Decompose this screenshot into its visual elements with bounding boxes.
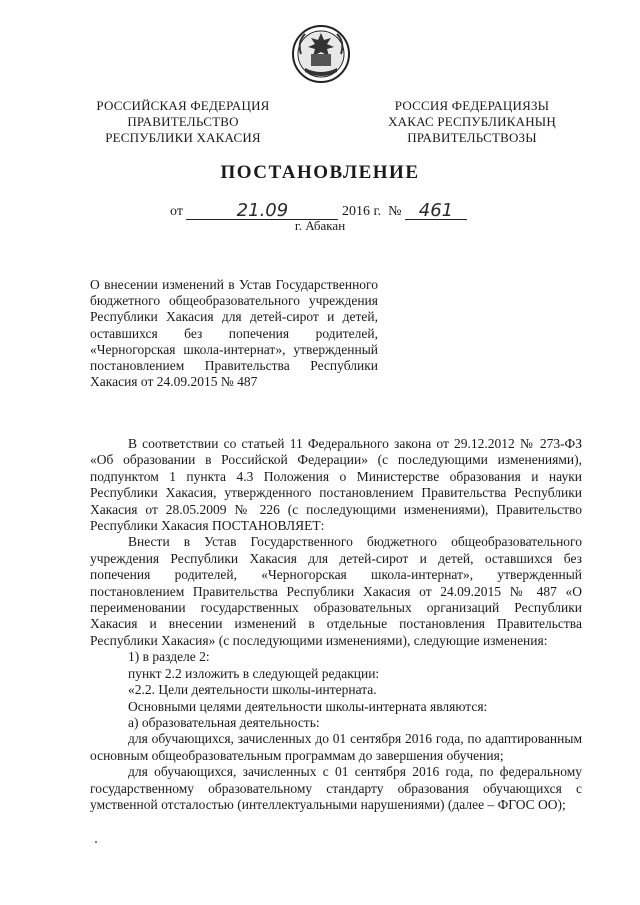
year-label: 2016 г.: [341, 204, 382, 219]
body-paragraph: пункт 2.2 изложить в следующей редакции:: [128, 665, 380, 681]
subject-block: О внесении изменений в Устав Государственного бюджетного общеобразовательного учреждения Республики Хакасия для детей-сирот и детей, оставшихся без попечения родителей, «Черногорская школа-интернат», утвержденный постановлением Правительства Республики Хакасия от 24.09.2015 № 487: [90, 277, 378, 390]
body-paragraph: «2.2. Цели деятельности школы-интерната.: [128, 682, 377, 698]
body-paragraph: В соответствии со статьей 11 Федерального закона от 29.12.2012 № 273-ФЗ «Об образовании в Российской Федерации» (с последующими изменениями), подпунктом 1 пункта 4.3 Положения о Министерстве образования и науки Республики Хакасия, утвержденного постановлением Правительства Республики Хакасия от 28.05.2009 № 226 (с последующими изменениями), Правительство Республики Хакасия ПОСТАНОВЛЯЕТ:: [90, 436, 582, 534]
date-prefix: от: [170, 204, 183, 219]
number-label: №: [388, 204, 402, 219]
date-field: [186, 200, 338, 220]
header-left-line: РОССИЙСКАЯ ФЕДЕРАЦИЯ: [96, 98, 270, 113]
body-paragraph: для обучающихся, зачисленных с 01 сентября 2016 года, по федеральному государственному образовательному стандарту образования обучающихся с умственной отсталостью (интеллектуальными нарушениями) (далее – ФГОС ОО);: [90, 764, 582, 812]
header-right-line: ХАКАС РЕСПУБЛИКАНЫҢ: [388, 114, 556, 129]
scan-mark: [95, 841, 97, 843]
city-name: г. Абакан: [294, 218, 346, 233]
header-right-line: ПРАВИТЕЛЬСТВОЗЫ: [407, 130, 537, 145]
body-paragraph: для обучающихся, зачисленных до 01 сентября 2016 года, по адаптированным основным общеобразовательным программам до завершения обучения;: [90, 731, 582, 763]
date-number-line: [170, 200, 467, 220]
body-paragraph: а) образовательная деятельность:: [128, 714, 320, 730]
header-right-block: [372, 98, 572, 146]
header-left-line: ПРАВИТЕЛЬСТВО: [127, 114, 239, 129]
body-paragraph: Основными целями деятельности школы-интерната являются:: [128, 698, 488, 714]
coat-of-arms-emblem: [291, 24, 351, 84]
number-field: [405, 200, 467, 220]
document-title: ПОСТАНОВЛЕНИЕ: [220, 162, 420, 183]
header-left-block: [88, 98, 278, 146]
header-left-line: РЕСПУБЛИКИ ХАКАСИЯ: [105, 130, 261, 145]
date-handwritten: 21.09: [236, 200, 289, 221]
header-right-line: РОССИЯ ФЕДЕРАЦИЯЗЫ: [394, 98, 550, 113]
document-body: [90, 436, 582, 813]
body-paragraph: 1) в разделе 2:: [128, 649, 210, 665]
body-paragraph: Внести в Устав Государственного бюджетного общеобразовательного учреждения Республики Хакасия для детей-сирот и детей, оставшихся без попечения родителей, «Черногорская школа-интернат», утвержденный постановлением Правительства Республики Хакасия от 24.09.2015 № 487 «О переименовании государственных образовательных организаций Республики Хакасия и внесении изменений в отдельные постановления Правительства Республики Хакасия» (с последующими изменениями), следующие изменения:: [90, 534, 582, 648]
number-handwritten: 461: [418, 200, 454, 221]
